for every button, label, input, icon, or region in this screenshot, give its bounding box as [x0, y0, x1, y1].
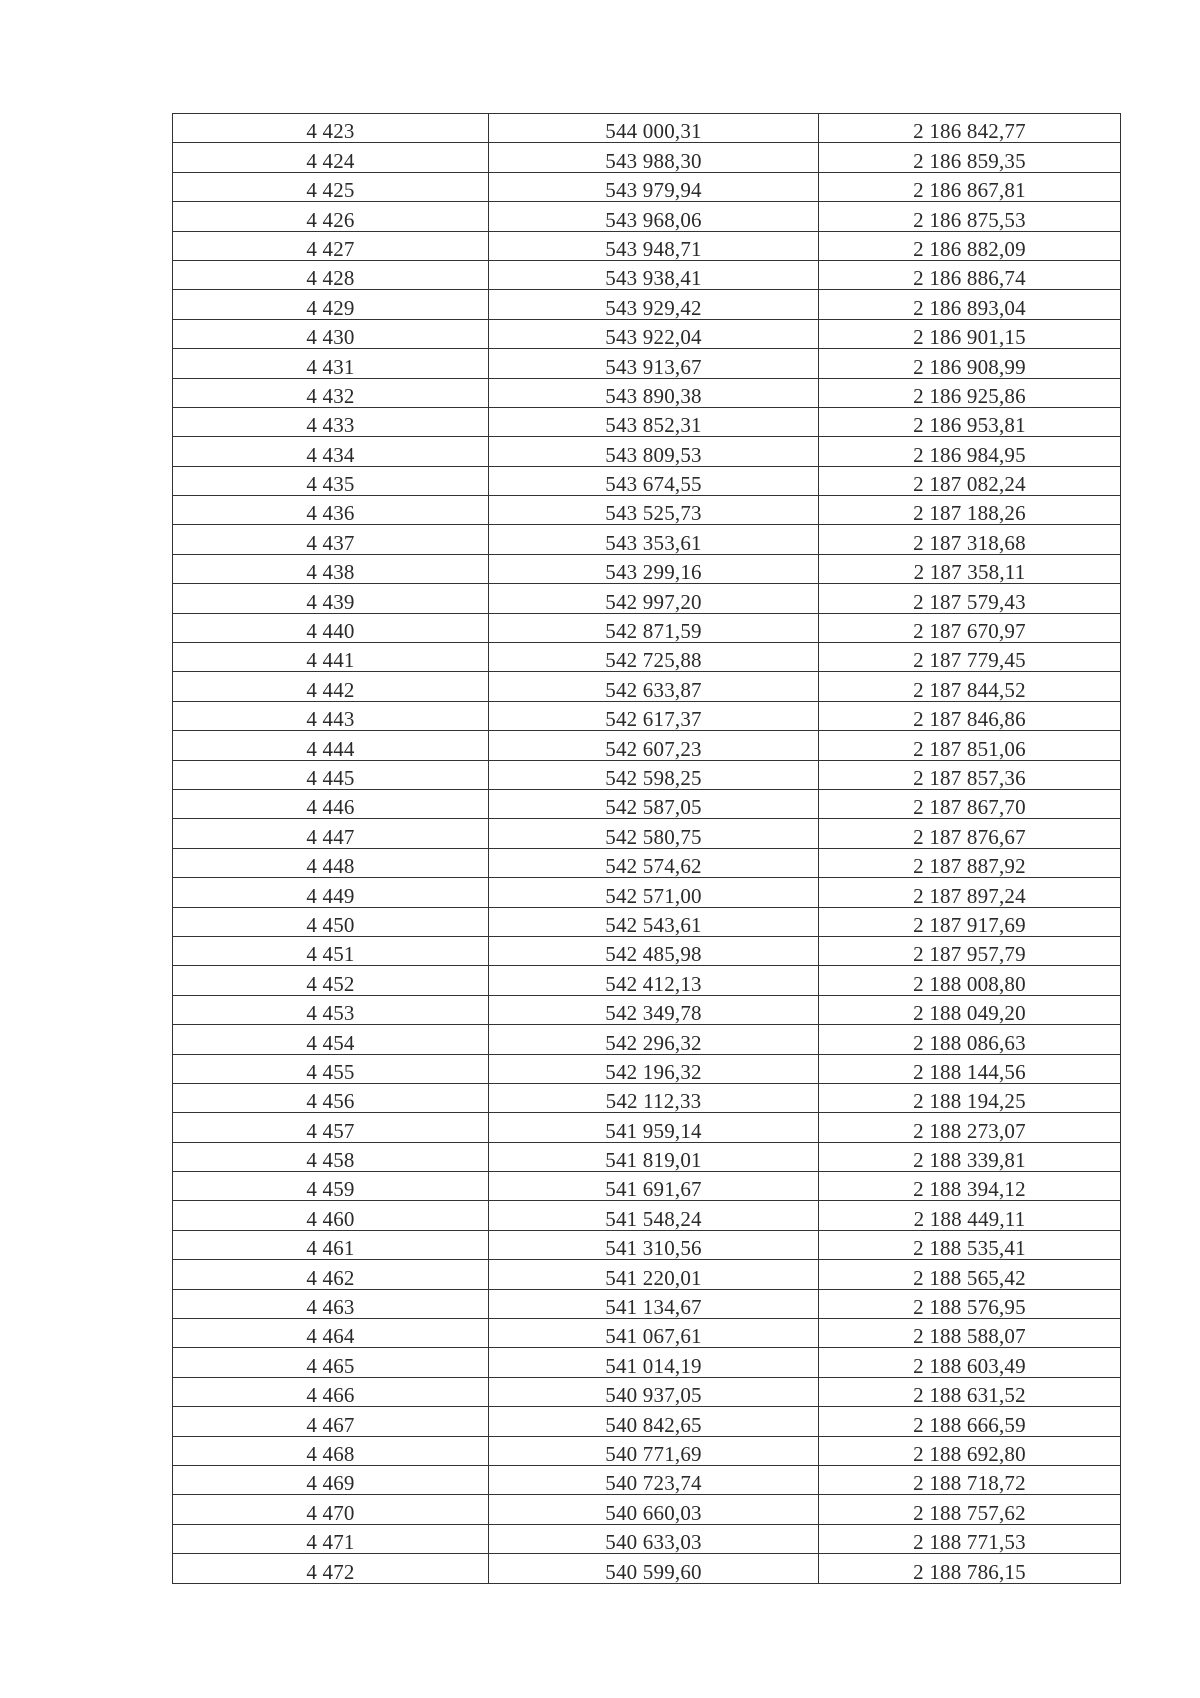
x-coordinate-cell: 540 937,05 — [489, 1377, 819, 1406]
table-row — [173, 260, 1121, 289]
point-number-cell: 4 465 — [173, 1348, 489, 1377]
point-number-cell: 4 456 — [173, 1083, 489, 1112]
point-number-cell: 4 445 — [173, 760, 489, 789]
x-coordinate-cell: 541 548,24 — [489, 1201, 819, 1230]
y-coordinate-cell: 2 187 887,92 — [819, 848, 1121, 877]
point-number-cell: 4 451 — [173, 936, 489, 965]
point-number-cell: 4 460 — [173, 1201, 489, 1230]
table-row — [173, 995, 1121, 1024]
y-coordinate-cell: 2 187 846,86 — [819, 701, 1121, 730]
point-number-cell: 4 459 — [173, 1172, 489, 1201]
x-coordinate-cell: 542 598,25 — [489, 760, 819, 789]
x-coordinate-cell: 542 196,32 — [489, 1054, 819, 1083]
table-row — [173, 466, 1121, 495]
x-coordinate-cell: 542 617,37 — [489, 701, 819, 730]
point-number-cell: 4 442 — [173, 672, 489, 701]
table-row — [173, 1054, 1121, 1083]
y-coordinate-cell: 2 187 857,36 — [819, 760, 1121, 789]
x-coordinate-cell: 540 633,03 — [489, 1524, 819, 1553]
point-number-cell: 4 470 — [173, 1495, 489, 1524]
point-number-cell: 4 432 — [173, 378, 489, 407]
table-row — [173, 584, 1121, 613]
x-coordinate-cell: 542 574,62 — [489, 848, 819, 877]
x-coordinate-cell: 543 988,30 — [489, 143, 819, 172]
table-row — [173, 1289, 1121, 1318]
table-row — [173, 407, 1121, 436]
point-number-cell: 4 447 — [173, 819, 489, 848]
x-coordinate-cell: 542 349,78 — [489, 995, 819, 1024]
point-number-cell: 4 431 — [173, 349, 489, 378]
point-number-cell: 4 444 — [173, 731, 489, 760]
x-coordinate-cell: 543 299,16 — [489, 554, 819, 583]
y-coordinate-cell: 2 188 576,95 — [819, 1289, 1121, 1318]
point-number-cell: 4 425 — [173, 172, 489, 201]
x-coordinate-cell: 541 959,14 — [489, 1113, 819, 1142]
point-number-cell: 4 430 — [173, 319, 489, 348]
x-coordinate-cell: 542 485,98 — [489, 936, 819, 965]
table-row — [173, 848, 1121, 877]
x-coordinate-cell: 540 599,60 — [489, 1554, 819, 1583]
x-coordinate-cell: 540 723,74 — [489, 1465, 819, 1494]
table-row — [173, 819, 1121, 848]
y-coordinate-cell: 2 188 757,62 — [819, 1495, 1121, 1524]
table-row — [173, 1142, 1121, 1171]
x-coordinate-cell: 540 660,03 — [489, 1495, 819, 1524]
y-coordinate-cell: 2 188 194,25 — [819, 1083, 1121, 1112]
point-number-cell: 4 440 — [173, 613, 489, 642]
y-coordinate-cell: 2 186 908,99 — [819, 349, 1121, 378]
x-coordinate-cell: 541 134,67 — [489, 1289, 819, 1318]
table-row — [173, 1113, 1121, 1142]
x-coordinate-cell: 542 296,32 — [489, 1025, 819, 1054]
y-coordinate-cell: 2 187 579,43 — [819, 584, 1121, 613]
x-coordinate-cell: 541 819,01 — [489, 1142, 819, 1171]
y-coordinate-cell: 2 188 086,63 — [819, 1025, 1121, 1054]
point-number-cell: 4 452 — [173, 966, 489, 995]
table-row — [173, 1348, 1121, 1377]
point-number-cell: 4 462 — [173, 1260, 489, 1289]
x-coordinate-cell: 541 691,67 — [489, 1172, 819, 1201]
x-coordinate-cell: 542 543,61 — [489, 907, 819, 936]
y-coordinate-cell: 2 187 670,97 — [819, 613, 1121, 642]
point-number-cell: 4 435 — [173, 466, 489, 495]
table-row — [173, 496, 1121, 525]
y-coordinate-cell: 2 188 631,52 — [819, 1377, 1121, 1406]
coordinates-table — [172, 113, 1121, 1584]
x-coordinate-cell: 543 929,42 — [489, 290, 819, 319]
y-coordinate-cell: 2 188 718,72 — [819, 1465, 1121, 1494]
x-coordinate-cell: 542 580,75 — [489, 819, 819, 848]
table-row — [173, 1319, 1121, 1348]
point-number-cell: 4 463 — [173, 1289, 489, 1318]
x-coordinate-cell: 542 871,59 — [489, 613, 819, 642]
x-coordinate-cell: 541 310,56 — [489, 1230, 819, 1259]
y-coordinate-cell: 2 187 779,45 — [819, 643, 1121, 672]
x-coordinate-cell: 543 948,71 — [489, 231, 819, 260]
table-row — [173, 731, 1121, 760]
table-row — [173, 936, 1121, 965]
x-coordinate-cell: 543 890,38 — [489, 378, 819, 407]
y-coordinate-cell: 2 187 082,24 — [819, 466, 1121, 495]
table-row — [173, 643, 1121, 672]
x-coordinate-cell: 543 913,67 — [489, 349, 819, 378]
x-coordinate-cell: 542 587,05 — [489, 789, 819, 818]
x-coordinate-cell: 542 112,33 — [489, 1083, 819, 1112]
table-row — [173, 554, 1121, 583]
point-number-cell: 4 428 — [173, 260, 489, 289]
table-row — [173, 907, 1121, 936]
table-row — [173, 1436, 1121, 1465]
y-coordinate-cell: 2 188 588,07 — [819, 1319, 1121, 1348]
table-row — [173, 1407, 1121, 1436]
y-coordinate-cell: 2 186 953,81 — [819, 407, 1121, 436]
y-coordinate-cell: 2 186 842,77 — [819, 114, 1121, 143]
x-coordinate-cell: 543 809,53 — [489, 437, 819, 466]
x-coordinate-cell: 544 000,31 — [489, 114, 819, 143]
table-row — [173, 202, 1121, 231]
y-coordinate-cell: 2 186 882,09 — [819, 231, 1121, 260]
y-coordinate-cell: 2 188 049,20 — [819, 995, 1121, 1024]
point-number-cell: 4 471 — [173, 1524, 489, 1553]
y-coordinate-cell: 2 188 449,11 — [819, 1201, 1121, 1230]
y-coordinate-cell: 2 188 692,80 — [819, 1436, 1121, 1465]
y-coordinate-cell: 2 188 786,15 — [819, 1554, 1121, 1583]
table-row — [173, 701, 1121, 730]
table-row — [173, 1377, 1121, 1406]
point-number-cell: 4 453 — [173, 995, 489, 1024]
point-number-cell: 4 464 — [173, 1319, 489, 1348]
y-coordinate-cell: 2 187 876,67 — [819, 819, 1121, 848]
point-number-cell: 4 443 — [173, 701, 489, 730]
x-coordinate-cell: 543 353,61 — [489, 525, 819, 554]
table-row — [173, 290, 1121, 319]
x-coordinate-cell: 541 220,01 — [489, 1260, 819, 1289]
table-row — [173, 1260, 1121, 1289]
y-coordinate-cell: 2 187 897,24 — [819, 878, 1121, 907]
point-number-cell: 4 457 — [173, 1113, 489, 1142]
point-number-cell: 4 446 — [173, 789, 489, 818]
y-coordinate-cell: 2 188 273,07 — [819, 1113, 1121, 1142]
y-coordinate-cell: 2 186 893,04 — [819, 290, 1121, 319]
y-coordinate-cell: 2 187 358,11 — [819, 554, 1121, 583]
point-number-cell: 4 423 — [173, 114, 489, 143]
y-coordinate-cell: 2 187 867,70 — [819, 789, 1121, 818]
table-row — [173, 760, 1121, 789]
table-row — [173, 231, 1121, 260]
point-number-cell: 4 467 — [173, 1407, 489, 1436]
point-number-cell: 4 427 — [173, 231, 489, 260]
y-coordinate-cell: 2 186 867,81 — [819, 172, 1121, 201]
point-number-cell: 4 437 — [173, 525, 489, 554]
y-coordinate-cell: 2 186 886,74 — [819, 260, 1121, 289]
x-coordinate-cell: 542 725,88 — [489, 643, 819, 672]
point-number-cell: 4 436 — [173, 496, 489, 525]
x-coordinate-cell: 540 842,65 — [489, 1407, 819, 1436]
point-number-cell: 4 461 — [173, 1230, 489, 1259]
y-coordinate-cell: 2 188 565,42 — [819, 1260, 1121, 1289]
point-number-cell: 4 450 — [173, 907, 489, 936]
y-coordinate-cell: 2 188 394,12 — [819, 1172, 1121, 1201]
table-row — [173, 114, 1121, 143]
point-number-cell: 4 468 — [173, 1436, 489, 1465]
y-coordinate-cell: 2 187 844,52 — [819, 672, 1121, 701]
y-coordinate-cell: 2 186 925,86 — [819, 378, 1121, 407]
y-coordinate-cell: 2 186 859,35 — [819, 143, 1121, 172]
y-coordinate-cell: 2 186 901,15 — [819, 319, 1121, 348]
x-coordinate-cell: 543 674,55 — [489, 466, 819, 495]
x-coordinate-cell: 543 525,73 — [489, 496, 819, 525]
point-number-cell: 4 434 — [173, 437, 489, 466]
x-coordinate-cell: 542 412,13 — [489, 966, 819, 995]
y-coordinate-cell: 2 187 917,69 — [819, 907, 1121, 936]
point-number-cell: 4 439 — [173, 584, 489, 613]
coordinates-table-body — [173, 114, 1121, 1584]
y-coordinate-cell: 2 188 771,53 — [819, 1524, 1121, 1553]
point-number-cell: 4 469 — [173, 1465, 489, 1494]
x-coordinate-cell: 542 633,87 — [489, 672, 819, 701]
point-number-cell: 4 455 — [173, 1054, 489, 1083]
x-coordinate-cell: 541 014,19 — [489, 1348, 819, 1377]
x-coordinate-cell: 541 067,61 — [489, 1319, 819, 1348]
table-row — [173, 672, 1121, 701]
point-number-cell: 4 448 — [173, 848, 489, 877]
y-coordinate-cell: 2 187 851,06 — [819, 731, 1121, 760]
table-row — [173, 1554, 1121, 1583]
table-row — [173, 1495, 1121, 1524]
table-row — [173, 1083, 1121, 1112]
x-coordinate-cell: 542 571,00 — [489, 878, 819, 907]
point-number-cell: 4 429 — [173, 290, 489, 319]
table-row — [173, 319, 1121, 348]
point-number-cell: 4 458 — [173, 1142, 489, 1171]
table-row — [173, 1524, 1121, 1553]
point-number-cell: 4 438 — [173, 554, 489, 583]
y-coordinate-cell: 2 187 188,26 — [819, 496, 1121, 525]
point-number-cell: 4 424 — [173, 143, 489, 172]
x-coordinate-cell: 543 852,31 — [489, 407, 819, 436]
table-row — [173, 378, 1121, 407]
y-coordinate-cell: 2 186 984,95 — [819, 437, 1121, 466]
y-coordinate-cell: 2 187 318,68 — [819, 525, 1121, 554]
point-number-cell: 4 426 — [173, 202, 489, 231]
point-number-cell: 4 472 — [173, 1554, 489, 1583]
y-coordinate-cell: 2 188 008,80 — [819, 966, 1121, 995]
point-number-cell: 4 454 — [173, 1025, 489, 1054]
table-row — [173, 1201, 1121, 1230]
table-row — [173, 143, 1121, 172]
x-coordinate-cell: 543 968,06 — [489, 202, 819, 231]
table-row — [173, 437, 1121, 466]
table-row — [173, 966, 1121, 995]
table-row — [173, 1025, 1121, 1054]
table-row — [173, 525, 1121, 554]
table-row — [173, 349, 1121, 378]
y-coordinate-cell: 2 188 339,81 — [819, 1142, 1121, 1171]
y-coordinate-cell: 2 187 957,79 — [819, 936, 1121, 965]
y-coordinate-cell: 2 186 875,53 — [819, 202, 1121, 231]
point-number-cell: 4 433 — [173, 407, 489, 436]
x-coordinate-cell: 542 997,20 — [489, 584, 819, 613]
point-number-cell: 4 466 — [173, 1377, 489, 1406]
table-row — [173, 172, 1121, 201]
table-row — [173, 878, 1121, 907]
x-coordinate-cell: 543 938,41 — [489, 260, 819, 289]
y-coordinate-cell: 2 188 666,59 — [819, 1407, 1121, 1436]
x-coordinate-cell: 543 979,94 — [489, 172, 819, 201]
table-row — [173, 789, 1121, 818]
x-coordinate-cell: 542 607,23 — [489, 731, 819, 760]
x-coordinate-cell: 540 771,69 — [489, 1436, 819, 1465]
point-number-cell: 4 449 — [173, 878, 489, 907]
y-coordinate-cell: 2 188 603,49 — [819, 1348, 1121, 1377]
table-row — [173, 1465, 1121, 1494]
table-row — [173, 1230, 1121, 1259]
y-coordinate-cell: 2 188 144,56 — [819, 1054, 1121, 1083]
table-row — [173, 1172, 1121, 1201]
x-coordinate-cell: 543 922,04 — [489, 319, 819, 348]
y-coordinate-cell: 2 188 535,41 — [819, 1230, 1121, 1259]
point-number-cell: 4 441 — [173, 643, 489, 672]
table-row — [173, 613, 1121, 642]
